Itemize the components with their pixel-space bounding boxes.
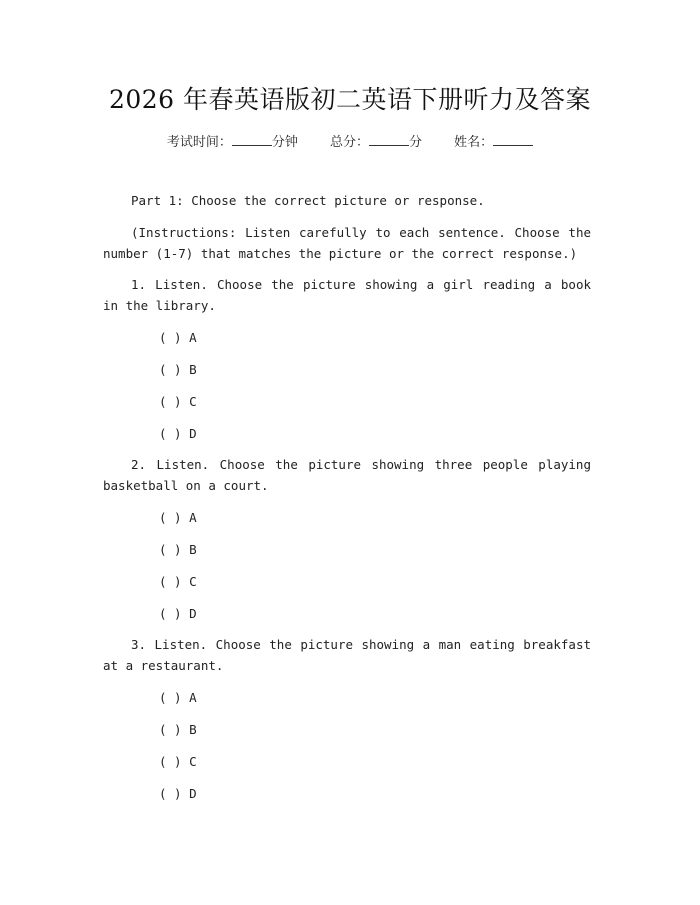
- time-label: 考试时间：: [166, 135, 232, 150]
- part1-instructions: (Instructions: Listen carefully to each sentence. Choose the number (1-7) that matches the picture or the correct response.): [103, 225, 591, 261]
- question-1-option-a[interactable]: ( ) A: [159, 330, 197, 345]
- score-unit: 分: [409, 135, 423, 150]
- score-blank: [369, 133, 409, 146]
- question-1-option-b[interactable]: ( ) B: [159, 362, 197, 377]
- question-3-option-d[interactable]: ( ) D: [159, 786, 197, 801]
- question-2-text: 2. Listen. Choose the picture showing three people playing basketball on a court.: [103, 457, 591, 493]
- question-2-option-a[interactable]: ( ) A: [159, 510, 197, 525]
- exam-score: [330, 135, 426, 150]
- student-name: [454, 135, 533, 150]
- exam-time: [167, 135, 302, 150]
- question-2-option-d[interactable]: ( ) D: [159, 606, 197, 621]
- time-blank: [232, 133, 272, 146]
- name-label: 姓名：: [454, 135, 494, 150]
- question-1-option-d[interactable]: ( ) D: [159, 426, 197, 441]
- question-3-option-b[interactable]: ( ) B: [159, 722, 197, 737]
- question-2-option-c[interactable]: ( ) C: [159, 574, 197, 589]
- question-1-option-c[interactable]: ( ) C: [159, 394, 197, 409]
- exam-meta: [0, 131, 700, 150]
- part1-heading: Part 1: Choose the correct picture or response.: [131, 193, 485, 208]
- score-label: 总分：: [329, 135, 369, 150]
- document-title: 2026 年春英语版初二英语下册听力及答案: [108, 85, 592, 114]
- question-2-option-b[interactable]: ( ) B: [159, 542, 197, 557]
- name-blank: [493, 133, 533, 146]
- time-unit: 分钟: [271, 135, 298, 150]
- question-3-text: 3. Listen. Choose the picture showing a man eating breakfast at a restaurant.: [103, 637, 591, 673]
- question-1-text: 1. Listen. Choose the picture showing a girl reading a book in the library.: [103, 277, 591, 313]
- question-3-option-c[interactable]: ( ) C: [159, 754, 197, 769]
- question-3-option-a[interactable]: ( ) A: [159, 690, 197, 705]
